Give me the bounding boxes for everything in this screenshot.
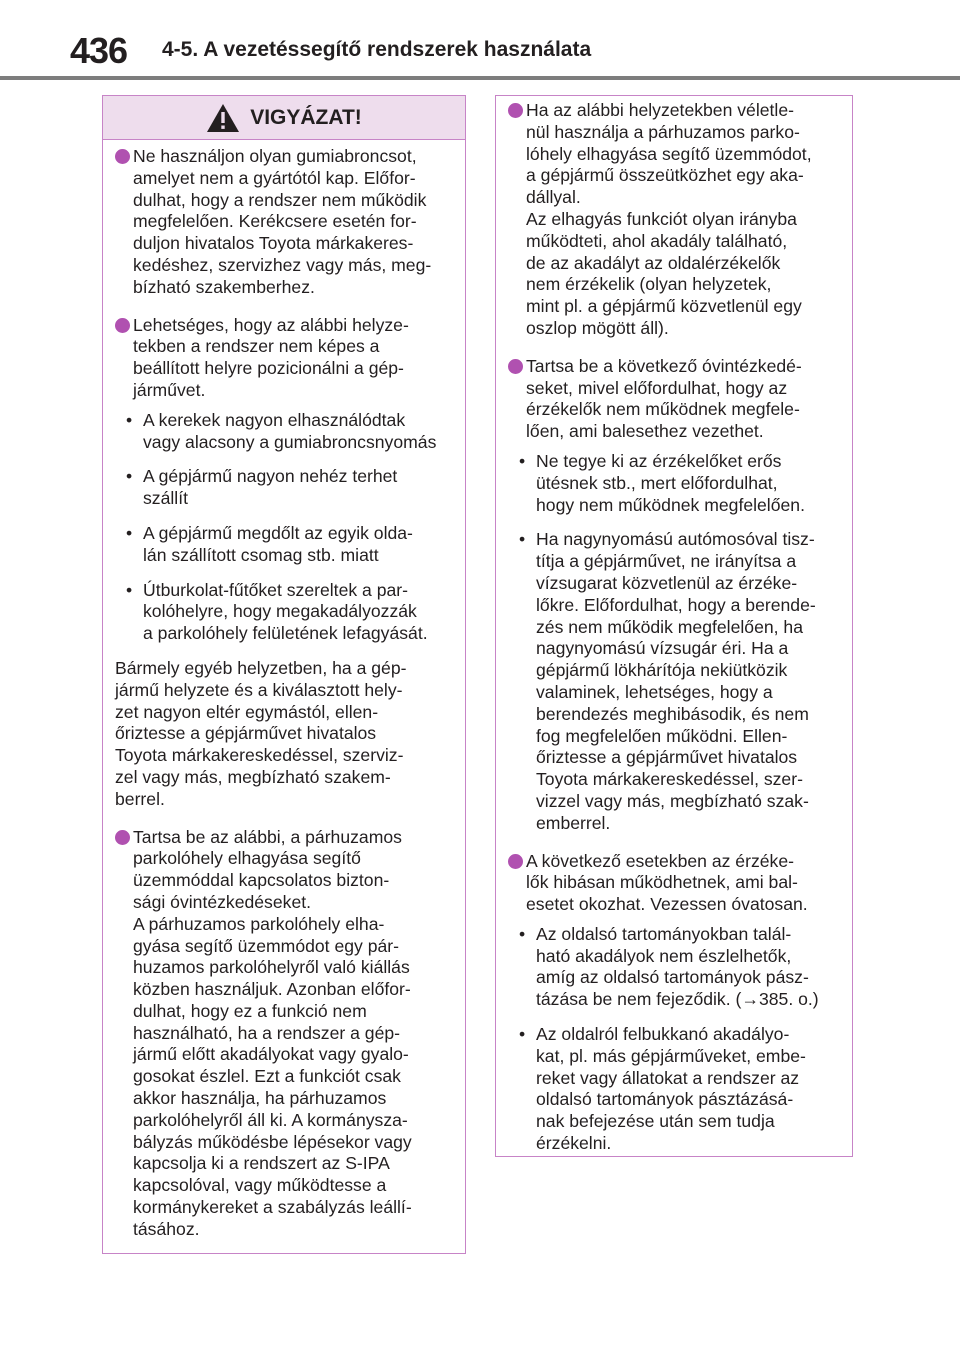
sub-bullet-marker: • (126, 522, 133, 543)
bullet-paragraph (508, 851, 840, 916)
paragraph-text: Tartsa be a következő óvintézkedé- seket, mivel előfordulhat, hogy az érzékelők nem működnek megfele- lően, ami balesethez vezethet. (526, 355, 802, 442)
warning-content-left (103, 140, 465, 1241)
paragraph-text: Tartsa be az alábbi, a párhuzamos parkolóhely elhagyása segítő üzemmóddal kapcsolatos bizton- sági óvintézkedéseket. A párhuzamos parkolóhely elha- gyása segítő üzemmódot egy pár- huzamos parkolóhelyről való kiállás közben használjuk. Azonban előfor- dulhat, hogy ez a funkció nem használható, ha a rendszer a gép- jármű előtt akadályokat vagy gyalo- gosokat észlel. Ezt a funkciót csak akkor használja, ha párhuzamos parkolóhelyről áll ki. A kormánysza- bályzás működésbe lépésekor vagy kapcsolja ki a rendszert az S-IPA kapcsolóval, vagy működtesse a kormánykereket a szabályzás leállí- tásához. (133, 826, 412, 1239)
sub-bullet-marker: • (126, 409, 133, 430)
sub-bullet-marker: • (126, 579, 133, 600)
sub-bullet-text: Az oldalsó tartományokban talál- ható akadályok nem észlelhetők, amíg az oldalsó tartományok pász- tázása be nem fejeződik. (→385. o.) (536, 923, 819, 1010)
sub-bullet (115, 523, 453, 567)
bullet-dot-icon (115, 830, 130, 845)
bullet-dot-icon (508, 359, 523, 374)
sub-bullet-text: A gépjármű nagyon nehéz terhet szállít (143, 466, 398, 509)
bullet-dot-icon (115, 318, 130, 333)
bullet-paragraph (508, 100, 840, 340)
sub-bullet-text: Ne tegye ki az érzékelőket erős ütésnek stb., mert előfordulhat, hogy nem működnek megfelelően. (536, 450, 805, 515)
sub-bullet-text: Útburkolat-fűtőket szereltek a par- kolóhelyre, hogy megakadályozzák a parkolóhely felületének lefagyását. (143, 579, 428, 644)
sub-bullet (508, 529, 840, 834)
bullet-paragraph (508, 356, 840, 443)
paragraph-text: Bármely egyéb helyzetben, ha a gép- jármű helyzete és a kiválasztott hely- zet nagyon eltér egymástól, ellen- őriztesse a gépjárművet hivatalos Toyota márkakereskedéssel, szerviz- zel vagy más, megbízható szakem- berrel. (115, 657, 407, 809)
sub-bullet-text: Az oldalról felbukkanó akadályo- kat, pl. más gépjárműveket, embe- reket vagy állatokat a rendszer az oldalsó tartományok pásztázásá- nak befejezése után sem tudja érzékelni. (536, 1024, 806, 1154)
sub-bullet (115, 466, 453, 510)
sub-bullet (508, 1024, 840, 1155)
sub-bullet-marker: • (126, 466, 133, 487)
sub-bullet-marker: • (519, 1024, 526, 1045)
sub-bullet-text: A gépjármű megdőlt az egyik olda- lán szállított csomag stb. miatt (143, 522, 413, 565)
sub-bullet-text: A kerekek nagyon elhasználódtak vagy alacsony a gumiabroncsnyomás (143, 409, 437, 452)
warning-box-right (495, 95, 853, 1157)
warning-title: VIGYÁZAT! (250, 105, 362, 129)
sub-bullet (115, 410, 453, 454)
sub-bullet-marker: • (519, 450, 526, 471)
page-header (0, 0, 960, 80)
bullet-paragraph (115, 146, 453, 299)
bullet-dot-icon (508, 854, 523, 869)
warning-box-left (102, 95, 466, 1254)
warning-content-right (496, 96, 852, 1155)
sub-bullet-marker: • (519, 529, 526, 550)
sub-bullet-text: Ha nagynyomású autómosóval tisz- títja a gépjárművet, ne irányítsa a vízsugarat közvetlenül az érzéke- lőkre. Előfordulhat, hogy a berende- zés nem működik megfelelően, ha nagynyomású vízsugár éri. Ha a gépjármű lökhárítója nekiütközik valaminek, lehetséges, hogy a berendezés meghibásodik, és nem fog megfelelően működni. Ellen- őriztesse a gépjárművet hivatalos Toyota márkakereskedéssel, szer- vizzel vagy más, megbízható szak- emberrel. (536, 529, 816, 833)
bullet-dot-icon (508, 103, 523, 118)
paragraph-text: A következő esetekben az érzéke- lők hibásan működhetnek, ami bal- esetet okozhat. Vezessen óvatosan. (526, 850, 808, 915)
paragraph-text: Lehetséges, hogy az alábbi helyze- tekben a rendszer nem képes a beállított helyre pozicionálni a gép- járművet. (133, 314, 409, 400)
bullet-dot-icon (115, 149, 130, 164)
sub-bullet (508, 924, 840, 1011)
sub-bullet (508, 451, 840, 516)
page-number: 436 (70, 30, 128, 71)
bullet-paragraph (115, 827, 453, 1241)
warning-header (103, 96, 465, 140)
header-rule (0, 76, 960, 80)
warning-triangle-icon (206, 103, 240, 133)
bullet-paragraph (115, 315, 453, 402)
section-title: 4-5. A vezetéssegítő rendszerek használata (162, 38, 592, 61)
paragraph-text: Ha az alábbi helyzetekben véletle- nül használja a párhuzamos parko- lóhely elhagyása segítő üzemmódot, a gépjármű összeütközhet egy aka- dállyal. Az elhagyás funkciót olyan irányba működteti, ahol akadály található, de az akadályt az oldalérzékelők nem érzékelik (olyan helyzetek, mint pl. a gépjármű közvetlenül egy oszlop mögött áll). (526, 100, 812, 338)
paragraph-text: Ne használjon olyan gumiabroncsot, amelyet nem a gyártótól kap. Előfor- dulhat, hogy a rendszer nem működik megfelelően. Kerékcsere esetén for- duljon hivatalos Toyota márkakeres- kedéshez, szervizhez vagy más, meg- bízható szakemberhez. (133, 146, 432, 297)
sub-bullet (115, 580, 453, 645)
sub-bullet-marker: • (519, 923, 526, 944)
